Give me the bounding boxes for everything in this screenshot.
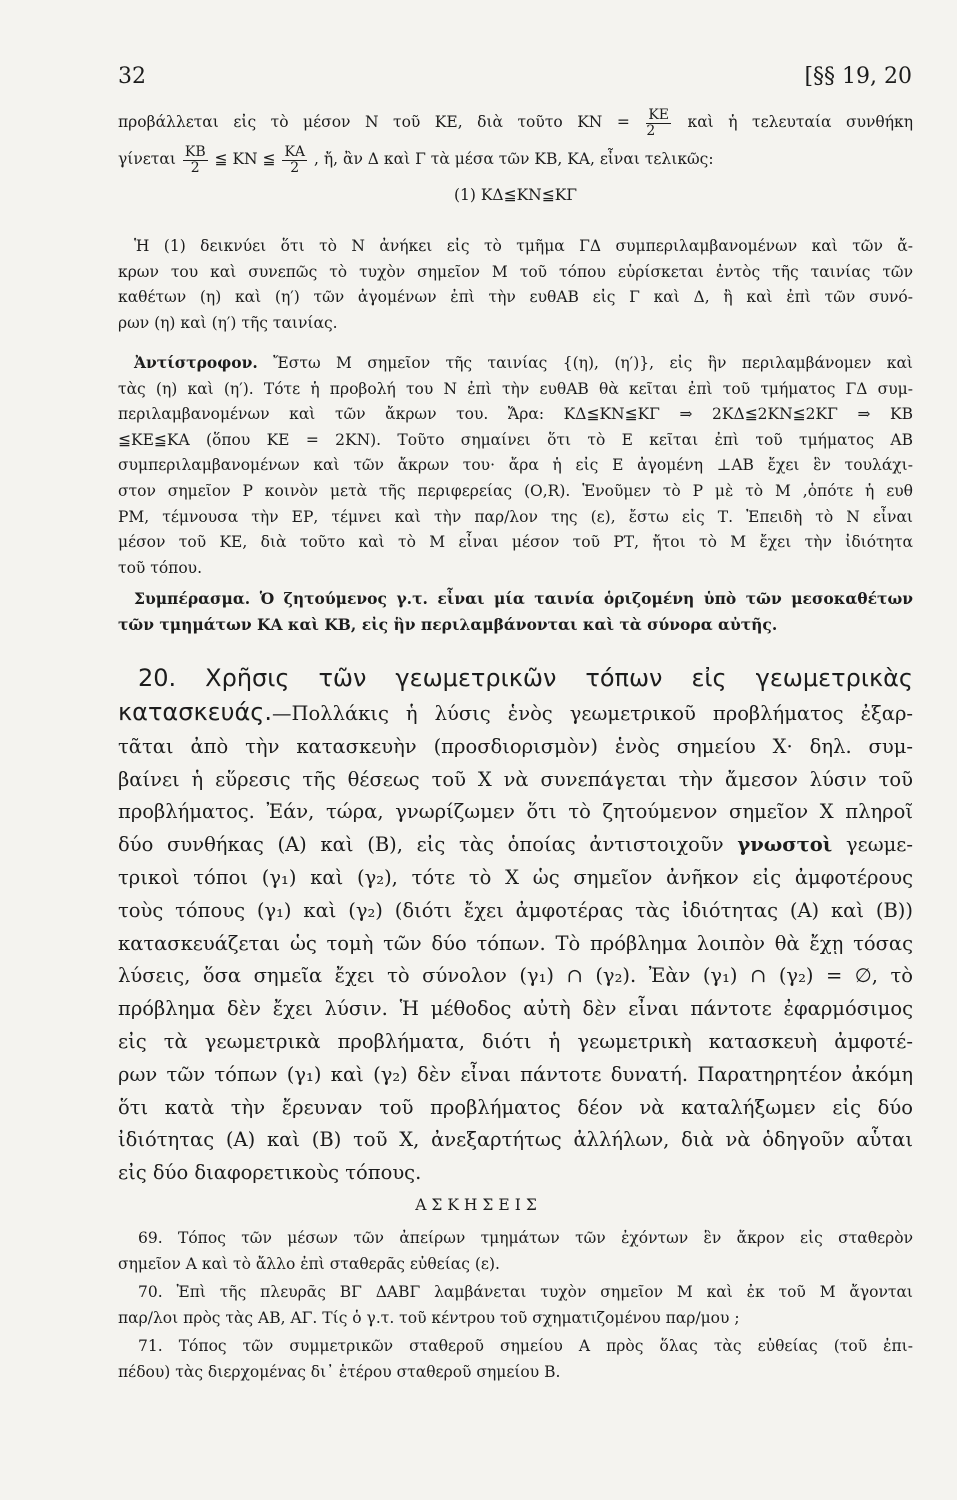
text-line: τᾶται ἀπὸ τὴν κατασκευὴν (προσδιορισμὸν) ἑνὸς σημείου Χ· δηλ. συμ- bbox=[118, 734, 913, 758]
text-line: τοὺς τόπους (γ₁) καὶ (γ₂) (διότι ἔχει ἀμφοτέρας τὰς ἰδιότητας (Α) καὶ (Β)) bbox=[118, 898, 913, 922]
text-line bbox=[118, 138, 913, 180]
section-title-cont: κατασκευάς. bbox=[118, 698, 272, 726]
fraction-numerator: ΚΑ bbox=[284, 143, 306, 160]
text-span: Ἔστω Μ σημεῖον τῆς ταινίας {(η), (η′)}, εἰς ἣν περιλαμβάνομεν καὶ bbox=[273, 354, 913, 372]
text-line: ρων τῶν τόπων (γ₁) καὶ (γ₂) δὲν εἶναι πάντοτε δυνατή. Παρατηρητέον ἀκόμη bbox=[118, 1062, 913, 1086]
text-span: προβάλλεται εἰς τὸ μέσον Ν τοῦ ΚΕ, διὰ τοῦτο ΚΝ = bbox=[118, 113, 630, 131]
fraction-numerator: ΚΕ bbox=[648, 106, 670, 123]
text-span: καὶ ἡ τελευταία συνθήκη bbox=[687, 113, 913, 131]
paragraph-continuation bbox=[118, 106, 913, 210]
text-line: πρόβλημα δὲν ἔχει λύσιν. Ἡ μέθοδος αὐτὴ δὲν εἶναι πάντοτε ἐφαρμόσιμος bbox=[118, 997, 913, 1021]
text-line bbox=[118, 106, 913, 138]
text-line bbox=[118, 586, 913, 612]
text-line: τοῦ τόπου. bbox=[118, 558, 203, 577]
text-span: —Πολλάκις ἡ λύσις ἑνὸς γεωμετρικοῦ προβλήματος ἐξαρ- bbox=[271, 702, 913, 725]
text-line: προβλήματος. Ἐάν, τώρα, γνωρίζωμεν ὅτι τὸ ζητούμενον σημεῖον Χ πληροῖ bbox=[118, 800, 913, 824]
text-line: λύσεις, ὅσα σημεῖα ἔχει τὸ σύνολον (γ₁) ∩ (γ₂). Ἐὰν (γ₁) ∩ (γ₂) = ∅, τὸ bbox=[118, 964, 913, 988]
text-line: σημεῖον Α καὶ τὸ ἄλλο ἐπὶ σταθερᾶς εὐθείας (ε). bbox=[118, 1254, 500, 1273]
page-number: 32 bbox=[118, 64, 146, 89]
text-line: εἰς τὰ γεωμετρικὰ προβλήματα, διότι ἡ γεωμετρικὴ κατασκευὴ ἀμφοτέ- bbox=[118, 1029, 913, 1053]
paragraph-converse bbox=[118, 350, 913, 581]
text-line: ΡΜ, τέμνουσα τὴν ΕΡ, τέμνει καὶ τὴν παρ/λον της (ε), ἔστω εἰς Τ. Ἐπειδὴ τὸ Ν εἶναι bbox=[118, 507, 913, 526]
text-line bbox=[118, 696, 913, 731]
text-line: συμπεριλαμβανομένων καὶ τῶν ἄκρων του· ἄρα ἡ εἰς Ε ἀγομένη ⊥ΑΒ ἔχει ἓν τουλάχι- bbox=[118, 456, 913, 475]
exercises-title: ΑΣΚΗΣΕΙΣ bbox=[415, 1196, 542, 1214]
text-line: ≦ΚΕ≦ΚΑ (ὅπου ΚΕ = 2ΚΝ). Τοῦτο σημαίνει ὅτι τὸ Ε κεῖται ἐπὶ τοῦ τμήματος ΑΒ bbox=[118, 430, 913, 449]
fraction bbox=[183, 145, 208, 175]
text-line: ρων (η) καὶ (η′) τῆς ταινίας. bbox=[118, 313, 338, 332]
exercise-71 bbox=[118, 1334, 913, 1385]
text-line: βαίνει ἡ εὕρεσις τῆς θέσεως τοῦ Χ νὰ συνεπάγεται τὴν ἄμεσον λύσιν τοῦ bbox=[118, 767, 913, 791]
text-span: γεωμε- bbox=[845, 833, 913, 857]
text-line: καθέτων (η) καὶ (η′) τῶν ἀγομένων ἐπὶ τὴν ευθΑΒ εἰς Γ καὶ Δ, ἢ καὶ ἐπὶ τῶν συνό- bbox=[118, 288, 913, 307]
text-line: ὅτι κατὰ τὴν ἔρευναν τοῦ προβλήματος δέον νὰ καταλήξωμεν εἰς δύο bbox=[118, 1095, 913, 1119]
fraction-denominator: 2 bbox=[290, 159, 300, 176]
text-line: ἰδιότητας (Α) καὶ (Β) τοῦ Χ, ἀνεξαρτήτως ἀλλήλων, διὰ νὰ ὁδηγοῦν αὗται bbox=[118, 1128, 913, 1152]
text-line: κατασκευάζεται ὡς τομὴ τῶν δύο τόπων. Τὸ πρόβλημα λοιπὸν θὰ ἔχῃ τόσας bbox=[118, 931, 913, 955]
fraction-denominator: 2 bbox=[190, 159, 200, 176]
text-line bbox=[118, 350, 913, 377]
exercise-70 bbox=[118, 1280, 913, 1331]
section-title: 20. Χρῆσις τῶν γεωμετρικῶν τόπων εἰς γεωμετρικὰς bbox=[138, 664, 913, 692]
text-line: παρ/λοι πρὸς τὰς ΑΒ, ΑΓ. Τίς ὁ γ.τ. τοῦ κέντρου τοῦ σχηματιζομένου παρ/μου ; bbox=[118, 1308, 740, 1327]
text-line: πέδου) τὰς διερχομένας δι᾽ ἑτέρου σταθεροῦ σημείου Β. bbox=[118, 1362, 561, 1381]
text-line: περιλαμβανομένων καὶ τῶν ἄκρων του. Ἄρα: ΚΔ≦ΚΝ≦ΚΓ ⇒ 2ΚΔ≦2ΚΝ≦2ΚΓ ⇒ ΚΒ bbox=[118, 405, 913, 424]
page-header bbox=[118, 64, 912, 98]
text-line: μέσον τοῦ ΚΕ, διὰ τοῦτο καὶ τὸ Μ εἶναι μέσον τοῦ ΡΤ, ἤτοι τὸ Μ ἔχει τὴν ἰδιότητα bbox=[118, 533, 913, 552]
text-span: δύο συνθήκας (Α) καὶ (Β), εἰς τὰς ὁποίας ἀντιστοιχοῦν bbox=[118, 833, 724, 857]
text-line: 69. Τόπος τῶν μέσων τῶν ἀπείρων τμημάτων τῶν ἐχόντων ἓν ἄκρον εἰς σταθερὸν bbox=[138, 1229, 913, 1247]
text-span: Ὁ ζητούμενος γ.τ. εἶναι μία ταινία ὁριζομένη ὑπὸ τῶν μεσοκαθέτων bbox=[259, 589, 913, 608]
text-span: , ἤ, ἂν Δ καὶ Γ τὰ μέσα τῶν ΚΒ, ΚΑ, εἶναι τελικῶς: bbox=[313, 150, 714, 168]
text-line: εἰς δύο διαφορετικοὺς τόπους. bbox=[118, 1161, 422, 1185]
paragraph-conclusion bbox=[118, 586, 913, 637]
equation-1: (1) ΚΔ≦ΚΝ≦ΚΓ bbox=[453, 186, 578, 204]
text-line: κρων του καὶ συνεπῶς τὸ τυχὸν σημεῖον Μ τοῦ τόπου εὑρίσκεται ἐντὸς τῆς ταινίας τῶν bbox=[118, 262, 913, 281]
section-reference: [§§ 19, 20 bbox=[804, 64, 912, 89]
fraction-denominator: 2 bbox=[646, 122, 656, 138]
fraction-numerator: ΚΒ bbox=[184, 143, 206, 160]
text-line: 70. Ἐπὶ τῆς πλευρᾶς ΒΓ ΔΑΒΓ λαμβάνεται τυχὸν σημεῖον Μ καὶ ἐκ τοῦ Μ ἄγονται bbox=[138, 1283, 913, 1301]
text-span: ≦ ΚΝ ≦ bbox=[214, 150, 276, 168]
bold-term: γνωστοὶ bbox=[737, 833, 833, 857]
text-span: γίνεται bbox=[118, 150, 176, 168]
lead-in-converse: Ἀντίστροφον. bbox=[134, 353, 258, 372]
section-20 bbox=[118, 660, 913, 1190]
text-line: Ἡ (1) δεικνύει ὅτι τὸ Ν ἀνήκει εἰς τὸ τμῆμα ΓΔ συμπεριλαμβανομένων καὶ τῶν ἄ- bbox=[134, 237, 913, 255]
fraction bbox=[646, 108, 671, 138]
text-line: τῶν τμημάτων ΚΑ καὶ ΚΒ, εἰς ἣν περιλαμβάνονται καὶ τὰ σύνορα αὐτῆς. bbox=[118, 614, 778, 634]
text-line: στον σημεῖον Ρ κοινὸν μετὰ τῆς περιφερείας (Ο,R). Ἑνοῦμεν τὸ Ρ μὲ τὸ Μ ,ὁπότε ἡ ευθ bbox=[118, 481, 913, 500]
fraction bbox=[282, 145, 307, 175]
text-line: τρικοὶ τόποι (γ₁) καὶ (γ₂), τότε τὸ Χ ὡς σημεῖον ἀνῆκον εἰς ἀμφοτέρους bbox=[118, 865, 913, 889]
exercise-69 bbox=[118, 1226, 913, 1277]
text-line: 71. Τόπος τῶν συμμετρικῶν σταθεροῦ σημείου Α πρὸς ὅλας τὰς εὐθείας (τοῦ ἐπι- bbox=[138, 1337, 913, 1355]
text-line: τὰς (η) καὶ (η′). Τότε ἡ προβολή του Ν ἐπὶ τὴν ευθΑΒ θὰ κεῖται ἐπὶ τοῦ τμήματος ΓΔ συμ- bbox=[118, 379, 913, 398]
paragraph bbox=[118, 234, 913, 336]
text-line bbox=[118, 829, 913, 862]
lead-in-conclusion: Συμπέρασμα. bbox=[134, 589, 251, 608]
